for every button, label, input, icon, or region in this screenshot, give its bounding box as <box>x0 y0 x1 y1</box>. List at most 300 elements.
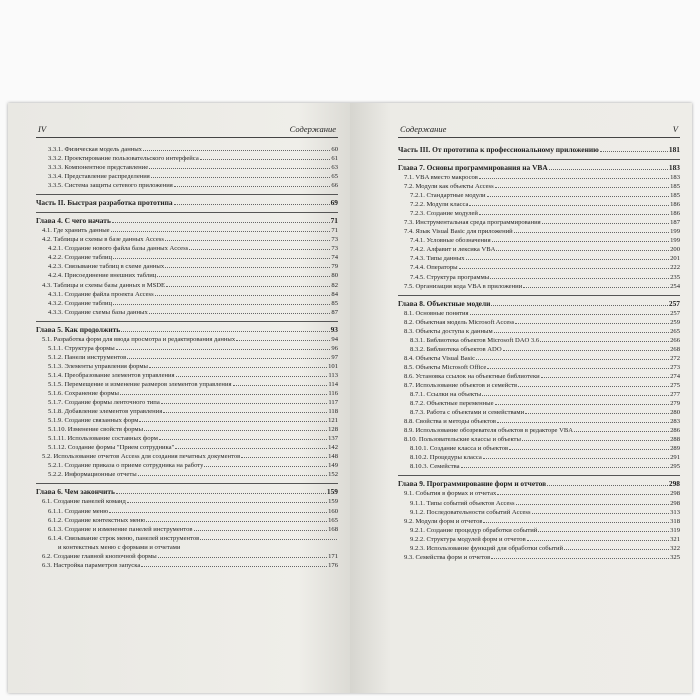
dot-leader <box>495 404 670 405</box>
dot-leader <box>176 376 328 377</box>
toc-entry <box>398 245 680 254</box>
toc-page-number: 165 <box>328 516 338 524</box>
dot-leader <box>120 394 327 395</box>
dot-leader <box>542 223 669 224</box>
toc-entry <box>398 408 680 417</box>
toc-entry <box>36 470 338 479</box>
toc-entry <box>36 244 338 253</box>
toc-entry-title: 5.1.2. Панели инструментов <box>48 353 127 361</box>
dot-leader <box>149 367 327 368</box>
toc-entry <box>398 191 680 200</box>
toc-page-number: 71 <box>330 216 338 226</box>
right-running-title: Содержание <box>400 124 447 134</box>
toc-entry <box>36 416 338 425</box>
dot-leader <box>165 267 330 268</box>
toc-entry-title: Часть II. Быстрая разработка прототипа <box>36 198 173 208</box>
toc-page-number: 152 <box>328 471 338 479</box>
toc-page-number: 73 <box>331 245 338 253</box>
toc-entry <box>36 380 338 389</box>
toc-entry <box>36 561 338 570</box>
dot-leader <box>149 313 331 314</box>
toc-page-number: 66 <box>331 182 338 190</box>
dot-leader <box>487 368 669 369</box>
toc-page-number: 257 <box>670 309 680 317</box>
dot-leader <box>166 286 330 287</box>
toc-page-number: 186 <box>670 201 680 209</box>
dot-leader <box>497 422 669 423</box>
dot-leader <box>470 314 670 315</box>
toc-entry <box>398 553 680 562</box>
toc-section-heading <box>398 163 680 173</box>
toc-entry <box>36 552 338 561</box>
dot-leader <box>487 196 670 197</box>
toc-entry <box>398 227 680 236</box>
left-page-number: IV <box>38 124 47 134</box>
toc-page-number: 322 <box>670 544 680 552</box>
toc-page-number: 97 <box>331 353 338 361</box>
toc-entry-title: 8.9. Использование обозревателя объектов в редакторе VBA <box>404 427 574 435</box>
toc-entry <box>36 461 338 470</box>
dot-leader <box>483 458 669 459</box>
right-page-header <box>398 123 680 138</box>
toc-page-number: 149 <box>328 462 338 470</box>
dot-leader <box>127 502 327 503</box>
toc-entry <box>398 444 680 453</box>
dot-leader <box>549 169 668 170</box>
dot-leader <box>525 413 669 414</box>
toc-entry <box>398 236 680 245</box>
toc-entry <box>36 335 338 344</box>
toc-entry-title: Глава 6. Чем закончить <box>36 487 115 497</box>
toc-page-number: 185 <box>670 192 680 200</box>
toc-page-number: 116 <box>328 389 338 397</box>
toc-entry-title: 7.4.4. Операторы <box>410 264 458 272</box>
dot-leader <box>200 159 331 160</box>
dot-leader <box>174 204 330 205</box>
toc-entry <box>398 263 680 272</box>
toc-entry-title: Глава 5. Как продолжить <box>36 324 121 334</box>
toc-entry-title: 8.2. Объектная модель Microsoft Access <box>404 318 515 326</box>
toc-entry <box>398 453 680 462</box>
dot-leader <box>163 412 327 413</box>
toc-entry <box>36 154 338 163</box>
toc-page-number: 280 <box>670 409 680 417</box>
toc-section-heading <box>398 299 680 309</box>
dot-leader <box>157 276 330 277</box>
toc-entry-title: 5.1. Разработка форм для ввода просмотра и редактирования данных <box>42 335 236 343</box>
toc-page-number: 85 <box>331 299 338 307</box>
toc-entry <box>398 173 680 182</box>
toc-entry <box>398 372 680 381</box>
toc-entry <box>36 290 338 299</box>
section-divider <box>398 295 680 296</box>
toc-entry <box>398 345 680 354</box>
toc-entry <box>36 543 338 552</box>
left-page <box>8 103 350 693</box>
section-divider <box>36 483 338 484</box>
toc-page-number: 181 <box>668 145 680 154</box>
toc-section-heading <box>36 487 338 497</box>
toc-entry-title: 7.4.3. Типы данных <box>410 255 465 263</box>
toc-entry <box>36 253 338 262</box>
toc-page-number: 171 <box>328 552 338 560</box>
section-divider <box>398 475 680 476</box>
toc-entry-title: 5.1.7. Создание формы ленточного типа <box>48 399 160 407</box>
dot-leader <box>155 295 331 296</box>
dot-leader <box>547 485 668 486</box>
dot-leader <box>541 377 669 378</box>
dot-leader <box>113 258 330 259</box>
toc-page-number: 101 <box>328 362 338 370</box>
toc-entry-title: 7.1. VBA вместо макросов <box>404 174 478 181</box>
dot-leader <box>522 440 669 441</box>
toc-entry <box>36 362 338 371</box>
dot-leader <box>532 513 670 514</box>
dot-leader <box>138 475 327 476</box>
toc-entry <box>36 398 338 407</box>
toc-entry-title: и контекстных меню с формами и отчетами <box>58 543 181 551</box>
toc-entry-title: 7.4.2. Алфавит и лексика VBA <box>410 246 496 254</box>
toc-entry-title: Глава 4. С чего начать <box>36 216 111 226</box>
dot-leader <box>479 178 669 179</box>
toc-entry <box>36 181 338 190</box>
dot-leader <box>514 232 669 233</box>
toc-entry-title: 9.3. Семейства форм и отчетов <box>404 553 491 561</box>
toc-entry <box>36 443 338 452</box>
toc-page-number: 63 <box>331 164 338 172</box>
section-divider <box>398 159 680 160</box>
toc-entry-title: 8.4. Объекты Visual Basic <box>404 354 476 362</box>
toc-page-number: 93 <box>330 324 338 334</box>
toc-entry <box>398 200 680 209</box>
toc-entry-title: 8.10.1. Создание класса и объектов <box>410 445 509 453</box>
toc-page-number: 295 <box>670 463 680 471</box>
toc-entry-title: 3.3.3. Компонентное представление <box>48 164 149 172</box>
toc-page-number: 60 <box>331 146 338 153</box>
toc-page-number: 274 <box>670 372 680 380</box>
dot-leader <box>109 512 327 513</box>
dot-leader <box>492 241 670 242</box>
toc-section-heading <box>398 145 680 155</box>
toc-entry <box>36 271 338 280</box>
toc-page-number: 321 <box>670 535 680 543</box>
toc-entry-title: 9.2.3. Использование функций для обработки событий <box>410 544 564 552</box>
dot-leader <box>144 430 327 431</box>
toc-entry <box>398 209 680 218</box>
dot-leader <box>151 177 331 178</box>
dot-leader <box>112 222 330 223</box>
dot-leader <box>461 467 670 468</box>
toc-page-number: 200 <box>670 246 680 254</box>
dot-leader <box>491 305 668 306</box>
toc-entry <box>36 308 338 317</box>
dot-leader <box>476 359 669 360</box>
dot-leader <box>564 549 669 550</box>
toc-entry-title: 4.3.1. Создание файла проекта Access <box>48 290 154 298</box>
toc-entry <box>36 281 338 290</box>
toc-entry-title: 7.2.3. Создание модулей <box>410 210 478 218</box>
toc-page-number: 142 <box>328 444 338 452</box>
toc-entry <box>398 381 680 390</box>
toc-entry-title: 8.6. Установка ссылок на объектные библиотеки <box>404 372 540 380</box>
toc-entry <box>36 299 338 308</box>
toc-entry-title: 7.3. Инструментальная среда программирования <box>404 219 541 227</box>
toc-entry <box>398 535 680 544</box>
toc-entry <box>398 273 680 282</box>
toc-entry <box>398 218 680 227</box>
toc-page-number: 121 <box>328 417 338 425</box>
toc-entry <box>398 544 680 553</box>
toc-entry-title: 8.1. Основные понятия <box>404 309 469 317</box>
toc-entry-title: 8.3.1. Библиотека объектов Microsoft DAO 3.6 <box>410 336 540 344</box>
toc-entry <box>398 336 680 345</box>
toc-entry <box>36 497 338 506</box>
toc-entry-title: 8.3.2. Библиотека объектов ADO <box>410 345 502 353</box>
toc-page-number: 268 <box>670 345 680 353</box>
toc-entry <box>398 390 680 399</box>
dot-leader <box>466 259 670 260</box>
toc-entry <box>398 327 680 336</box>
toc-entry-title: 5.1.5. Перемещение и изменение размеров элементов управления <box>48 380 232 388</box>
toc-entry-title: 9.2.1. Создание процедур обработки событий <box>410 526 538 534</box>
dot-leader <box>175 448 327 449</box>
book-spread <box>8 103 692 693</box>
toc-entry-title: 7.5. Организация кода VBA в приложении <box>404 282 523 290</box>
toc-entry-title: 7.4.5. Структура программы <box>410 273 490 281</box>
toc-entry-title: 9.1.2. Последовательности событий Access <box>410 508 531 516</box>
toc-entry-title: 6.1.2. Создание контекстных меню <box>48 516 146 524</box>
toc-page-number: 222 <box>670 264 680 272</box>
toc-entry-title: 4.2.3. Связывание таблиц в схеме данных <box>48 263 165 271</box>
dot-leader <box>479 214 669 215</box>
toc-page-number: 87 <box>331 308 338 316</box>
toc-entry-title: 4.1. Где хранить данные <box>42 227 110 235</box>
toc-entry <box>36 371 338 380</box>
toc-page-number: 69 <box>330 198 338 208</box>
toc-entry <box>398 399 680 408</box>
toc-entry-title: 4.2.4. Присоединение внешних таблиц <box>48 272 157 280</box>
dot-leader <box>141 566 327 567</box>
toc-entry-title: 7.2.2. Модули класса <box>410 201 469 209</box>
toc-entry-title: 8.7.3. Работа с объектами и семействами <box>410 409 525 417</box>
toc-entry-title: 4.3.2. Создание таблиц <box>48 299 113 307</box>
toc-entry-title: 4.3. Таблицы и схемы базы данных в MSDE <box>42 281 166 289</box>
toc-entry-title: 8.7.2. Объектные переменные <box>410 400 494 408</box>
toc-page-number: 298 <box>670 490 680 498</box>
left-page-header <box>36 123 338 138</box>
dot-leader <box>496 250 669 251</box>
dot-leader <box>116 349 331 350</box>
toc-entry-title: 5.1.9. Создание связанных форм <box>48 417 139 425</box>
dot-leader <box>143 150 330 151</box>
toc-entry-title: 5.2.1. Создание приказа о приеме сотрудника на работу <box>48 462 204 470</box>
toc-page-number: 325 <box>670 553 680 561</box>
toc-entry-title: 5.1.10. Изменение свойств формы <box>48 426 144 434</box>
toc-page-number: 286 <box>670 427 680 435</box>
dot-leader <box>159 439 327 440</box>
toc-entry-title: 8.3. Объекты доступа к данным <box>404 327 493 335</box>
dot-leader <box>490 278 669 279</box>
toc-page-number: 176 <box>328 561 338 569</box>
dot-leader <box>194 530 328 531</box>
toc-entry <box>398 417 680 426</box>
dot-leader <box>469 205 669 206</box>
toc-entry-title: Часть III. От прототипа к профессиональному приложению <box>398 145 599 154</box>
dot-leader <box>509 449 669 450</box>
toc-entry-title: 5.1.12. Создание формы "Прием сотрудника" <box>48 444 175 452</box>
toc-entry-title: 5.2.2. Информационные отчеты <box>48 471 137 479</box>
toc-page-number: 61 <box>331 155 338 163</box>
dot-leader <box>113 304 330 305</box>
dot-leader <box>189 249 330 250</box>
dot-leader <box>200 539 337 540</box>
dot-leader <box>158 557 327 558</box>
toc-page-number: 84 <box>331 290 338 298</box>
toc-entry <box>36 525 338 534</box>
toc-entry <box>398 354 680 363</box>
toc-entry <box>36 235 338 244</box>
toc-entry-title: 8.5. Объекты Microsoft Office <box>404 363 487 371</box>
toc-entry <box>36 353 338 362</box>
toc-entry-title: 4.2.2. Создание таблиц <box>48 254 113 262</box>
toc-entry-title: 3.3.5. Система защиты сетевого приложения <box>48 182 173 190</box>
toc-page-number: 254 <box>670 282 680 290</box>
dot-leader <box>233 385 328 386</box>
toc-entry-title: 4.2. Таблицы и схемы в базе данных Access <box>42 236 164 244</box>
toc-entry-title: 4.2.1. Создание нового файла базы данных Access <box>48 245 189 253</box>
toc-page-number: 80 <box>331 272 338 280</box>
toc-entry-title: 6.1. Создание панелей команд <box>42 498 126 506</box>
toc-entry-title: Глава 7. Основы программирования на VBA <box>398 163 548 172</box>
toc-page-number: 313 <box>670 508 680 516</box>
toc-entry-title: 8.10.2. Процедуры класса <box>410 454 482 462</box>
toc-entry-title: 9.2.2. Структура модулей форм и отчетов <box>410 535 526 543</box>
dot-leader <box>204 466 327 467</box>
toc-entry <box>36 344 338 353</box>
toc-entry <box>398 508 680 517</box>
toc-page-number: 114 <box>328 380 338 388</box>
dot-leader <box>139 421 327 422</box>
toc-entry-title: 5.2. Использование отчетов Access для создания печатных документов <box>42 453 241 461</box>
toc-page-number: 277 <box>670 391 680 399</box>
dot-leader <box>527 540 669 541</box>
toc-page-number: 257 <box>668 298 680 308</box>
toc-page-number: 71 <box>331 227 338 235</box>
toc-entry-title: 8.7. Использование объектов и семейств <box>404 381 518 389</box>
toc-page-number: 298 <box>668 479 680 489</box>
toc-page-number: 96 <box>331 344 338 352</box>
toc-page-number: 160 <box>328 507 338 515</box>
toc-entry-title: Глава 9. Программирование форм и отчетов <box>398 479 547 489</box>
toc-page-number: 185 <box>670 183 680 191</box>
toc-entry-title: Глава 8. Объектные модели <box>398 298 491 308</box>
toc-entry <box>36 407 338 416</box>
dot-leader <box>503 350 670 351</box>
toc-entry <box>36 389 338 398</box>
right-toc <box>398 145 680 562</box>
toc-entry-title: 9.1. События в формах и отчетах <box>404 490 497 498</box>
toc-entry-title: 7.4. Язык Visual Basic для приложений <box>404 228 513 236</box>
toc-entry <box>398 363 680 372</box>
toc-entry <box>398 309 680 318</box>
section-divider <box>36 212 338 213</box>
toc-entry-title: 3.3.4. Представление распределения <box>48 173 150 181</box>
dot-leader <box>127 358 330 359</box>
toc-entry-title: 5.1.1. Структура формы <box>48 344 115 352</box>
dot-leader <box>538 531 669 532</box>
toc-entry <box>36 172 338 181</box>
toc-entry-title: 3.3.2. Проектирование пользовательского интерфейса <box>48 155 199 163</box>
toc-entry <box>398 435 680 444</box>
toc-page-number: 288 <box>670 436 680 444</box>
toc-entry-title: 5.1.11. Использование составных форм <box>48 435 158 443</box>
dot-leader <box>540 341 669 342</box>
toc-entry-title: 5.1.4. Преобразование элементов управления <box>48 371 175 379</box>
toc-page-number: 318 <box>670 517 680 525</box>
toc-page-number: 73 <box>331 236 338 244</box>
toc-entry-title: 6.3. Настройка параметров запуска <box>42 561 141 569</box>
toc-page-number: 117 <box>328 399 338 407</box>
toc-entry <box>398 526 680 535</box>
right-page <box>350 103 692 693</box>
toc-entry <box>36 425 338 434</box>
dot-leader <box>121 331 329 332</box>
toc-page-number: 279 <box>670 400 680 408</box>
toc-page-number: 183 <box>670 174 680 181</box>
dot-leader <box>236 340 330 341</box>
toc-page-number: 65 <box>331 173 338 181</box>
toc-entry <box>398 426 680 435</box>
toc-entry-title: 6.1.1. Создание меню <box>48 507 109 515</box>
toc-page-number: 272 <box>670 354 680 362</box>
toc-entry <box>36 516 338 525</box>
toc-page-number: 259 <box>670 318 680 326</box>
toc-entry <box>398 282 680 291</box>
toc-entry-title: 8.10. Пользовательские классы и объекты <box>404 436 521 444</box>
toc-page-number: 199 <box>670 237 680 245</box>
toc-entry <box>398 318 680 327</box>
toc-page-number: 283 <box>670 418 680 426</box>
toc-page-number: 266 <box>670 336 680 344</box>
toc-page-number: 319 <box>670 526 680 534</box>
dot-leader <box>516 504 670 505</box>
toc-entry-title: 8.8. Свойства и методы объектов <box>404 418 496 426</box>
dot-leader <box>523 287 669 288</box>
dot-leader <box>111 231 331 232</box>
toc-section-heading <box>36 216 338 226</box>
toc-section-heading <box>36 198 338 208</box>
toc-entry-title: 6.2. Создание главной кнопочной формы <box>42 552 157 560</box>
section-divider <box>36 321 338 322</box>
toc-entry <box>36 452 338 461</box>
toc-page-number: 82 <box>331 281 338 289</box>
right-page-number: V <box>672 124 678 134</box>
toc-entry-title: 3.3.1. Физическая модель данных <box>48 146 142 153</box>
toc-page-number: 298 <box>670 499 680 507</box>
toc-entry-title: 8.10.3. Семейства <box>410 463 460 471</box>
toc-page-number: 265 <box>670 327 680 335</box>
dot-leader <box>491 558 669 559</box>
toc-page-number: 168 <box>328 525 338 533</box>
toc-section-heading <box>398 479 680 489</box>
toc-entry-title: 7.2.1. Стандартные модули <box>410 192 486 200</box>
toc-entry-title: 4.3.3. Создание схемы базы данных <box>48 308 148 316</box>
toc-page-number: 201 <box>670 255 680 263</box>
toc-page-number: 148 <box>328 453 338 461</box>
dot-leader <box>483 522 669 523</box>
toc-entry-title: 9.2. Модули форм и отчетов <box>404 517 483 525</box>
toc-entry-title: 5.1.3. Элементы управления формы <box>48 362 148 370</box>
